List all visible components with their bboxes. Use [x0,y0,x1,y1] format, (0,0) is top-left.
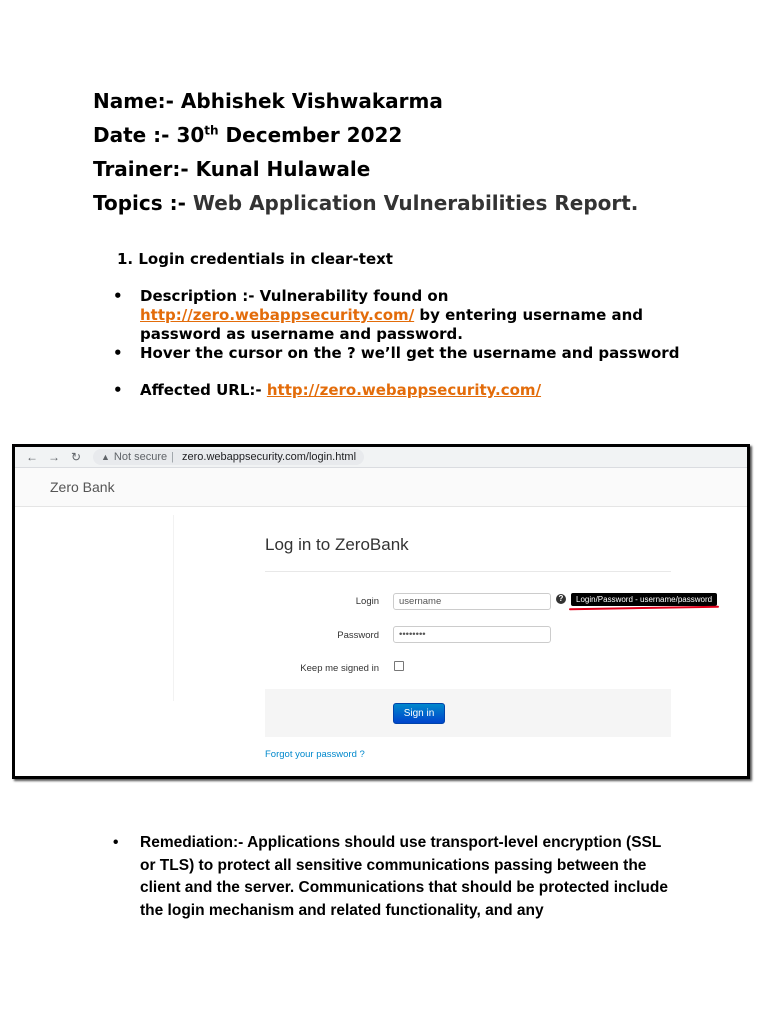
remediation-section [113,832,673,922]
trainer-name: Kunal Hulawale [195,157,371,181]
forgot-password-link[interactable]: Forgot your password ? [265,749,365,760]
sign-in-button[interactable]: Sign in [393,703,445,724]
date-day: 30 [176,123,205,147]
topics-label: Topics :- [93,191,186,215]
trainer-line [93,152,638,186]
brand-logo[interactable]: Zero Bank [50,479,115,495]
description-link[interactable]: http://zero.webappsecurity.com/ [140,306,415,324]
name-label: Name:- [93,89,174,113]
hover-bullet [113,344,683,363]
date-rest: December 2022 [225,123,403,147]
login-page-screenshot [12,444,750,779]
report-header [93,84,638,220]
remediation-text: Applications should use transport-level encryption (SSL or TLS) to protect all sensitive communications passing between the client and the server. Communications that should be protected include the login mechanism and related functionality, and any [140,834,668,919]
browser-address-bar [15,447,747,468]
hover-text: Hover the cursor on the ? we’ll get the username and password [140,344,680,362]
description-prefix: Description :- Vulnerability found on [140,287,449,305]
form-actions [265,689,671,737]
description-bullet [113,287,683,344]
keep-signed-label: Keep me signed in [300,663,379,674]
credentials-tooltip: Login/Password - username/password [571,593,717,606]
login-input[interactable]: username [393,593,551,610]
author-name: Abhishek Vishwakarma [180,89,443,113]
login-label: Login [355,596,379,607]
site-navbar [15,468,747,507]
section-title: 1. Login credentials in clear-text [117,250,393,268]
url-text: zero.webappsecurity.com/login.html [181,451,357,463]
keep-signed-checkbox[interactable] [394,661,404,671]
date-line [93,118,638,152]
affected-link[interactable]: http://zero.webappsecurity.com/ [266,381,542,399]
tooltip-underline [569,606,719,611]
description-suffix: by entering username and password as username and password. [140,306,644,343]
back-arrow-icon[interactable]: ← [26,450,38,464]
password-label: Password [337,630,379,641]
trainer-label: Trainer:- [93,157,189,181]
topics-line [93,186,638,220]
login-content [15,507,747,775]
affected-url-bullet [113,381,683,400]
not-secure-label: Not secure [113,451,168,463]
affected-label: Affected URL:- [140,381,262,399]
name-line [93,84,638,118]
password-input[interactable]: •••••••• [393,626,551,643]
login-title: Log in to ZeroBank [265,535,409,554]
date-superscript: th [204,123,219,138]
topics-value: Web Application Vulnerabilities Report. [192,191,639,215]
reload-icon[interactable]: ↻ [70,450,82,464]
help-icon[interactable]: ? [556,594,566,604]
remediation-bullet [113,832,673,922]
date-label: Date :- [93,123,170,147]
warning-icon: ▲ [101,452,110,462]
forward-arrow-icon[interactable]: → [48,450,60,464]
url-pill[interactable]: ▲ Not secure | zero.webappsecurity.com/login.html [93,449,364,465]
vulnerability-bullets [113,287,683,400]
remediation-label: Remediation:- [140,834,244,851]
